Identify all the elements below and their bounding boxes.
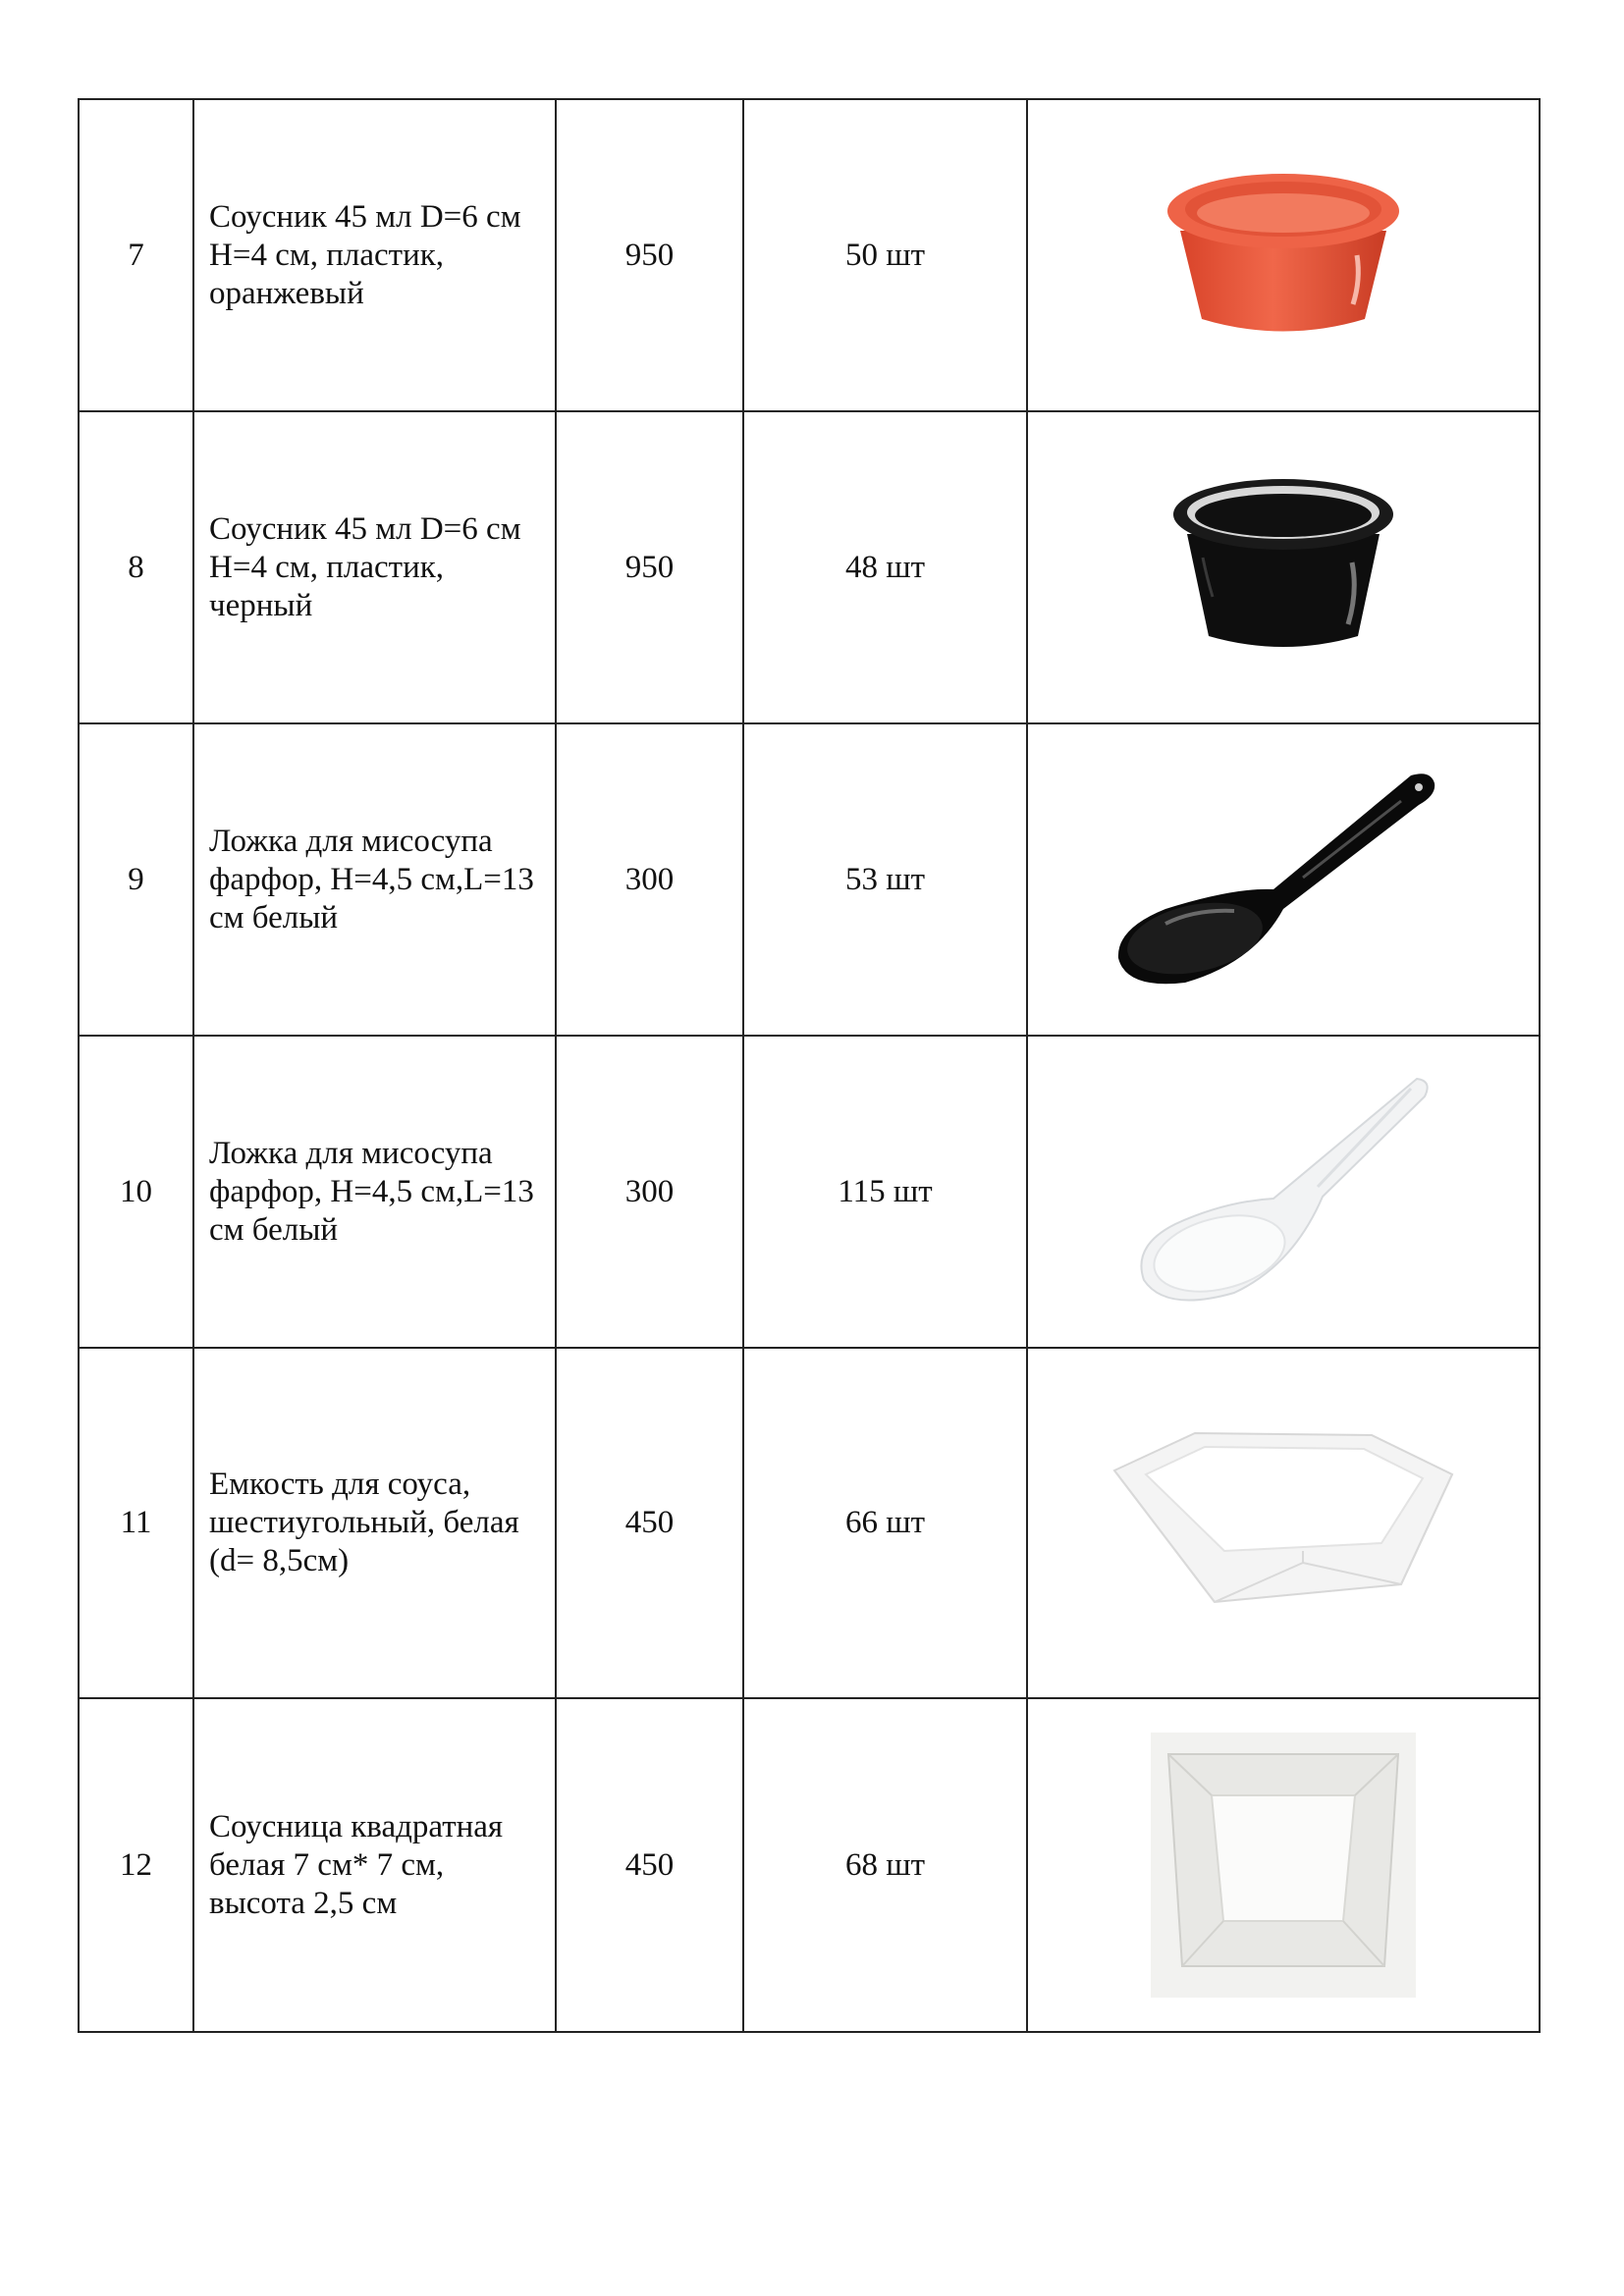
row-number: 11 [79,1348,193,1698]
product-price: 450 [556,1698,743,2032]
product-price: 300 [556,723,743,1036]
product-image-cell [1027,411,1540,723]
row-number: 12 [79,1698,193,2032]
product-price: 950 [556,99,743,411]
row-number: 8 [79,411,193,723]
product-image-cell [1027,99,1540,411]
hexagonal-bowl-image [1107,1425,1460,1622]
table-row [79,723,1540,1036]
product-quantity: 68 шт [743,1698,1027,2032]
product-price: 950 [556,411,743,723]
table-row [79,1348,1540,1698]
product-name: Емкость для соуса, шестиугольный, белая (d= 8,5см) [193,1348,556,1698]
black-ramekin-image [1156,469,1411,666]
table-row [79,99,1540,411]
black-spoon-image [1107,762,1460,997]
product-quantity: 50 шт [743,99,1027,411]
row-number: 9 [79,723,193,1036]
product-name: Ложка для мисосупа фарфор, H=4,5 см,L=13 см белый [193,1036,556,1348]
white-spoon-image [1126,1069,1440,1314]
product-name: Соусница квадратная белая 7 см* 7 см, высота 2,5 см [193,1698,556,2032]
product-quantity: 53 шт [743,723,1027,1036]
product-price: 300 [556,1036,743,1348]
product-name: Ложка для мисосупа фарфор, H=4,5 см,L=13 см белый [193,723,556,1036]
table-row [79,1036,1540,1348]
product-name: Соусник 45 мл D=6 см Н=4 см, пластик, оранжевый [193,99,556,411]
inventory-table [78,98,1541,2033]
product-name: Соусник 45 мл D=6 см Н=4 см, пластик, черный [193,411,556,723]
product-quantity: 66 шт [743,1348,1027,1698]
row-number: 10 [79,1036,193,1348]
product-image-cell [1027,723,1540,1036]
product-image-cell [1027,1036,1540,1348]
product-image-cell [1027,1698,1540,2032]
orange-ramekin-image [1151,162,1416,348]
product-quantity: 115 шт [743,1036,1027,1348]
product-image-cell [1027,1348,1540,1698]
table-row [79,1698,1540,2032]
product-price: 450 [556,1348,743,1698]
product-quantity: 48 шт [743,411,1027,723]
row-number: 7 [79,99,193,411]
table-row [79,411,1540,723]
square-dish-image [1151,1733,1416,1998]
